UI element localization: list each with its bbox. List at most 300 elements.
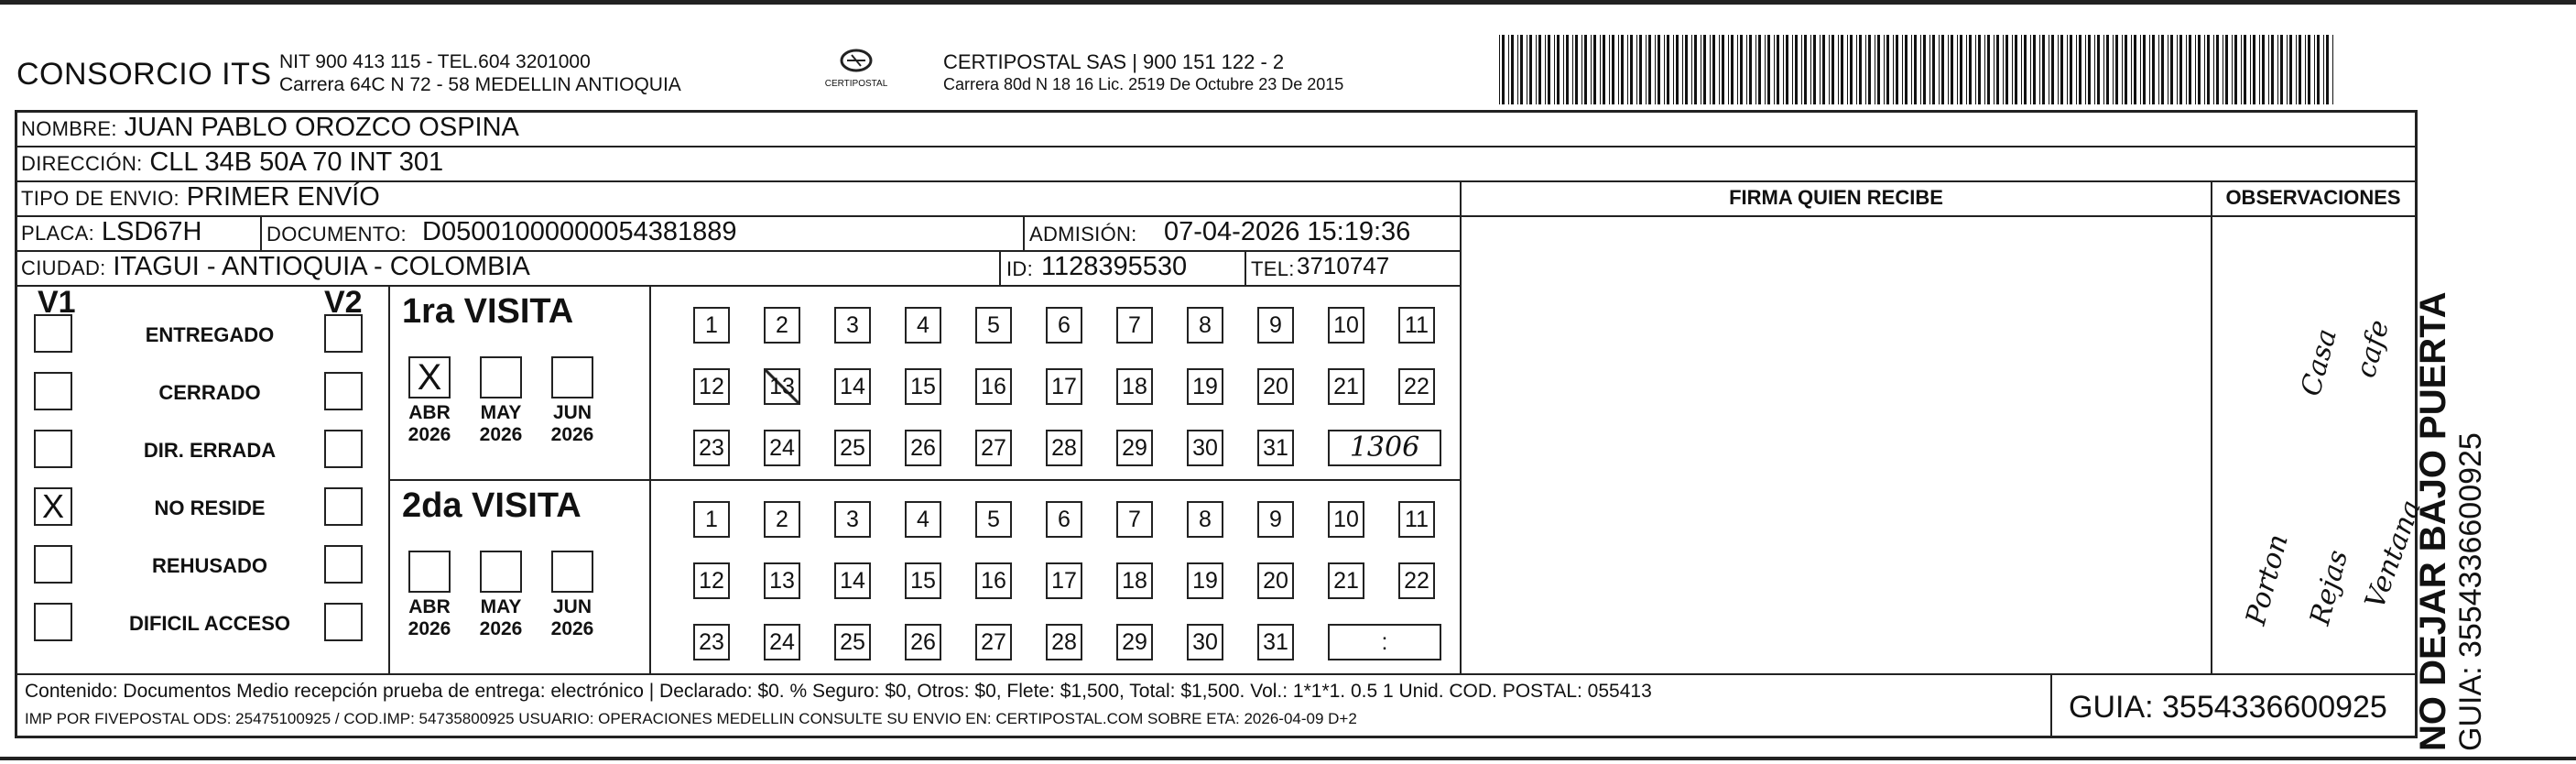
barcode-bar xyxy=(2005,35,2008,104)
barcode-bar xyxy=(2314,35,2315,104)
barcode-bar xyxy=(1850,35,1853,104)
barcode-bar xyxy=(2225,35,2228,104)
barcode-bar xyxy=(1737,35,1738,104)
ciudad-value: ITAGUI - ANTIOQUIA - COLOMBIA xyxy=(113,252,530,281)
barcode-bar xyxy=(1804,35,1807,104)
barcode-bar xyxy=(1969,35,1972,104)
day-box[interactable]: 11 xyxy=(1398,501,1435,538)
day-box[interactable]: 10 xyxy=(1328,307,1364,344)
side-guia: GUIA: 3554336600925 xyxy=(2453,432,2488,751)
day-box[interactable]: 18 xyxy=(1116,368,1153,405)
id-value: 1128395530 xyxy=(1041,252,1188,281)
barcode-bar xyxy=(2058,35,2059,104)
barcode-bar xyxy=(1984,35,1985,104)
barcode-bar xyxy=(2033,35,2036,104)
barcode-bar xyxy=(1682,35,1683,104)
row-nombre xyxy=(17,113,2415,147)
row-tipo-envio xyxy=(17,182,1460,217)
day-box[interactable]: 21 xyxy=(1328,562,1364,599)
barcode-bar xyxy=(1740,35,1743,104)
barcode-bar xyxy=(1499,35,1500,104)
barcode-bar xyxy=(1905,35,1908,104)
company-nit: NIT 900 413 115 - TEL.604 3201000 xyxy=(279,51,591,72)
barcode-bar xyxy=(1996,35,1999,104)
day-box[interactable]: 13 xyxy=(764,562,800,599)
barcode-bar xyxy=(2085,35,2086,104)
firma-header: FIRMA QUIEN RECIBE xyxy=(1729,186,1943,209)
day-box[interactable]: 19 xyxy=(1187,562,1223,599)
row-ciudad xyxy=(17,252,1460,287)
barcode-bar xyxy=(2280,35,2283,104)
barcode-bar xyxy=(2262,35,2265,104)
tel-label: TEL: xyxy=(1251,257,1295,280)
day-box[interactable]: 26 xyxy=(905,430,941,466)
courier-details xyxy=(943,50,1343,96)
month-checkbox[interactable] xyxy=(408,551,451,593)
day-box[interactable]: 12 xyxy=(693,562,730,599)
barcode-bar xyxy=(1884,35,1885,104)
day-box[interactable]: 16 xyxy=(975,368,1012,405)
barcode-bar xyxy=(1529,35,1532,104)
barcode-bar xyxy=(2161,35,2164,104)
month-name: MAY xyxy=(480,402,522,423)
barcode-bar xyxy=(2158,35,2159,104)
barcode-bar xyxy=(2152,35,2155,104)
barcode-bar xyxy=(2021,35,2022,104)
day-box[interactable]: 9 xyxy=(1257,307,1294,344)
barcode-bar xyxy=(2042,35,2045,104)
barcode-bar xyxy=(2115,35,2118,104)
barcode-bar xyxy=(1673,35,1674,104)
day-box[interactable]: 20 xyxy=(1257,368,1294,405)
day-box[interactable]: 23 xyxy=(693,624,730,660)
day-box[interactable]: 9 xyxy=(1257,501,1294,538)
barcode-bar xyxy=(2039,35,2040,104)
visit-title: 2da VISITA xyxy=(402,486,582,525)
month-checkbox[interactable] xyxy=(480,551,522,593)
barcode-bar xyxy=(2323,35,2324,104)
barcode-bar xyxy=(2244,35,2246,104)
barcode-bar xyxy=(2177,35,2178,104)
barcode-bar xyxy=(1627,35,1628,104)
handwritten-note: Porton xyxy=(2240,530,2295,629)
barcode-bar xyxy=(1829,35,1830,104)
barcode-bar xyxy=(1694,35,1697,104)
day-box[interactable]: 3 xyxy=(834,307,871,344)
month-year: 2026 xyxy=(479,424,523,445)
month-checkbox[interactable] xyxy=(480,356,522,398)
barcode-bar xyxy=(1712,35,1715,104)
barcode-bar xyxy=(1868,35,1871,104)
day-box[interactable]: 7 xyxy=(1116,501,1153,538)
barcode-bar xyxy=(1939,35,1940,104)
handwritten-note: Rejas xyxy=(2304,546,2355,629)
divider xyxy=(1245,252,1246,285)
logo-caption: CERTIPOSTAL xyxy=(824,79,888,89)
barcode-bar xyxy=(2204,35,2205,104)
barcode-bar xyxy=(2125,35,2127,104)
barcode-bar xyxy=(1676,35,1679,104)
ciudad-label: CIUDAD: xyxy=(21,256,106,279)
month-checkbox[interactable] xyxy=(408,356,451,398)
documento-value: D05001000000054381889 xyxy=(422,217,737,246)
day-box[interactable]: 7 xyxy=(1116,307,1153,344)
day-box[interactable]: 20 xyxy=(1257,562,1294,599)
day-box[interactable]: 24 xyxy=(764,624,800,660)
admision-value: 07-04-2026 15:19:36 xyxy=(1164,217,1411,246)
tel-value: 3710747 xyxy=(1297,252,1390,279)
admision-label: ADMISIÓN: xyxy=(1029,223,1137,246)
month-checkbox[interactable] xyxy=(551,551,593,593)
barcode-bar xyxy=(1502,35,1505,104)
row-direccion xyxy=(17,147,2415,182)
barcode-bar xyxy=(2253,35,2255,104)
barcode-bar xyxy=(1667,35,1669,104)
month-year: 2026 xyxy=(408,618,451,639)
barcode-bar xyxy=(1987,35,1990,104)
day-box[interactable]: 29 xyxy=(1116,430,1153,466)
day-box[interactable]: 22 xyxy=(1398,562,1435,599)
v2-checkbox[interactable] xyxy=(324,430,363,468)
tipo-value: PRIMER ENVÍO xyxy=(186,182,380,212)
bottom-edge-line xyxy=(0,757,2576,760)
barcode-bar xyxy=(1951,35,1953,104)
barcode xyxy=(1497,35,2340,104)
day-box[interactable]: 21 xyxy=(1328,368,1364,405)
barcode-bar xyxy=(1646,35,1647,104)
barcode-bar xyxy=(1957,35,1958,104)
barcode-bar xyxy=(1774,35,1775,104)
barcode-bar xyxy=(1655,35,1656,104)
day-box[interactable]: 6 xyxy=(1046,501,1082,538)
day-box[interactable]: 31 xyxy=(1257,430,1294,466)
barcode-bar xyxy=(1517,35,1518,104)
v1-checkbox[interactable] xyxy=(34,372,72,410)
day-box[interactable]: 28 xyxy=(1046,624,1082,660)
day-box[interactable]: 17 xyxy=(1046,368,1082,405)
barcode-bar xyxy=(1703,35,1706,104)
barcode-bar xyxy=(2094,35,2095,104)
day-box[interactable]: 11 xyxy=(1398,307,1435,344)
barcode-bar xyxy=(2198,35,2201,104)
barcode-bar xyxy=(1847,35,1848,104)
barcode-bar xyxy=(1691,35,1692,104)
barcode-bar xyxy=(1948,35,1949,104)
side-warning: NO DEJAR BAJO PUERTA xyxy=(2413,291,2453,751)
day-box[interactable]: 13 xyxy=(764,368,800,405)
barcode-bar xyxy=(2296,35,2297,104)
barcode-bar xyxy=(2277,35,2278,104)
barcode-bar xyxy=(2003,35,2004,104)
time-box[interactable]: : xyxy=(1328,624,1441,660)
v2-checkbox[interactable] xyxy=(324,314,363,353)
v1-checkbox[interactable] xyxy=(34,545,72,584)
month-checkbox[interactable] xyxy=(551,356,593,398)
footer-guia: GUIA: 3554336600925 xyxy=(2069,690,2387,725)
day-box[interactable]: 1 xyxy=(693,307,730,344)
barcode-bar xyxy=(2067,35,2068,104)
barcode-bar xyxy=(1630,35,1633,104)
day-box[interactable]: 5 xyxy=(975,307,1012,344)
month-name: JUN xyxy=(552,402,592,423)
barcode-bar xyxy=(1609,35,1610,104)
courier-license: Carrera 80d N 18 16 Lic. 2519 De Octubre 23 De 2015 xyxy=(943,75,1344,93)
barcode-bar xyxy=(1746,35,1747,104)
barcode-bar xyxy=(2103,35,2104,104)
barcode-bar xyxy=(2189,35,2191,104)
v2-checkbox[interactable] xyxy=(324,487,363,526)
barcode-bar xyxy=(2299,35,2301,104)
status-label: DIFICIL ACCESO xyxy=(128,612,290,635)
v1-checkbox[interactable] xyxy=(34,603,72,641)
day-box[interactable]: 8 xyxy=(1187,307,1223,344)
barcode-bar xyxy=(2179,35,2182,104)
barcode-bar xyxy=(2216,35,2219,104)
v2-checkbox[interactable] xyxy=(324,603,363,641)
day-box[interactable]: 19 xyxy=(1187,368,1223,405)
barcode-bar xyxy=(2122,35,2123,104)
month-label xyxy=(397,402,462,446)
day-box[interactable]: 5 xyxy=(975,501,1012,538)
barcode-bar xyxy=(2106,35,2109,104)
barcode-bar xyxy=(1593,35,1596,104)
day-box[interactable]: 28 xyxy=(1046,430,1082,466)
observaciones-header: OBSERVACIONES xyxy=(2225,186,2401,209)
company-name: CONSORCIO ITS xyxy=(16,57,272,92)
day-box[interactable]: 22 xyxy=(1398,368,1435,405)
barcode-bar xyxy=(2213,35,2214,104)
barcode-bar xyxy=(2113,35,2114,104)
courier-nit: CERTIPOSTAL SAS | 900 151 122 - 2 xyxy=(943,50,1285,73)
barcode-bar xyxy=(1749,35,1752,104)
barcode-bar xyxy=(2308,35,2310,104)
month-label xyxy=(397,596,462,640)
row-placa xyxy=(17,217,1460,252)
barcode-bar xyxy=(1719,35,1720,104)
footer-guia-divider xyxy=(2050,673,2052,736)
month-name: ABR xyxy=(408,596,451,617)
day-box[interactable]: 1 xyxy=(693,501,730,538)
barcode-bar xyxy=(1822,35,1825,104)
direccion-value: CLL 34B 50A 70 INT 301 xyxy=(149,147,444,177)
barcode-bar xyxy=(2088,35,2091,104)
barcode-bar xyxy=(1728,35,1729,104)
barcode-bar xyxy=(1920,35,1921,104)
barcode-bar xyxy=(2060,35,2063,104)
barcode-bar xyxy=(1572,35,1573,104)
barcode-bar xyxy=(1554,35,1555,104)
barcode-bar xyxy=(1777,35,1779,104)
barcode-bar xyxy=(2289,35,2292,104)
day-box[interactable]: 17 xyxy=(1046,562,1082,599)
day-box[interactable]: 14 xyxy=(834,368,871,405)
barcode-bar xyxy=(1581,35,1582,104)
status-label: CERRADO xyxy=(158,381,261,404)
barcode-bar xyxy=(1896,35,1898,104)
barcode-bar xyxy=(1508,35,1509,104)
barcode-bar xyxy=(2250,35,2251,104)
nombre-value: JUAN PABLO OROZCO OSPINA xyxy=(124,113,519,142)
visit-divider xyxy=(388,479,1460,481)
barcode-bar xyxy=(1902,35,1903,104)
barcode-bar xyxy=(1603,35,1605,104)
barcode-bar xyxy=(1795,35,1798,104)
day-box[interactable]: 4 xyxy=(905,501,941,538)
day-box[interactable]: 29 xyxy=(1116,624,1153,660)
barcode-bar xyxy=(1591,35,1592,104)
day-box[interactable]: 15 xyxy=(905,368,941,405)
barcode-bar xyxy=(1893,35,1894,104)
barcode-bar xyxy=(2207,35,2210,104)
guide-form xyxy=(15,110,2429,738)
v1-checkbox[interactable] xyxy=(34,314,72,353)
day-box[interactable]: 24 xyxy=(764,430,800,466)
v1-checkbox[interactable] xyxy=(34,430,72,468)
barcode-bar xyxy=(1566,35,1569,104)
barcode-bar xyxy=(1966,35,1967,104)
barcode-bar xyxy=(1511,35,1514,104)
day-box[interactable]: 3 xyxy=(834,501,871,538)
day-box[interactable]: 10 xyxy=(1328,501,1364,538)
barcode-bar xyxy=(1856,35,1857,104)
barcode-bar xyxy=(1841,35,1843,104)
barcode-bar xyxy=(1831,35,1834,104)
barcode-bar xyxy=(1877,35,1880,104)
day-box[interactable]: 30 xyxy=(1187,430,1223,466)
barcode-bar xyxy=(1929,35,1930,104)
barcode-bar xyxy=(1612,35,1614,104)
v2-checkbox[interactable] xyxy=(324,372,363,410)
divider xyxy=(999,252,1001,285)
barcode-bar xyxy=(1755,35,1756,104)
barcode-bar xyxy=(2186,35,2187,104)
v1-checkbox[interactable] xyxy=(34,487,72,526)
barcode-bar xyxy=(1960,35,1962,104)
barcode-bar xyxy=(2140,35,2141,104)
barcode-bar xyxy=(2170,35,2173,104)
observations-area[interactable] xyxy=(2212,217,2429,671)
barcode-bar xyxy=(1685,35,1688,104)
footer-divider xyxy=(17,673,2415,675)
day-box[interactable]: 14 xyxy=(834,562,871,599)
barcode-bar xyxy=(2234,35,2237,104)
barcode-bar xyxy=(2143,35,2146,104)
day-box[interactable]: 16 xyxy=(975,562,1012,599)
id-label: ID: xyxy=(1006,257,1034,280)
barcode-bar xyxy=(1520,35,1523,104)
barcode-bar xyxy=(2097,35,2100,104)
barcode-bar xyxy=(1563,35,1564,104)
barcode-bar xyxy=(2305,35,2306,104)
signature-area[interactable] xyxy=(1462,217,2211,671)
barcode-bar xyxy=(1648,35,1651,104)
barcode-bar xyxy=(1801,35,1802,104)
handwritten-note: cafe xyxy=(2350,316,2397,382)
barcode-bar xyxy=(1765,35,1766,104)
barcode-graphic xyxy=(1497,35,2340,104)
barcode-bar xyxy=(1545,35,1546,104)
barcode-bar xyxy=(1820,35,1821,104)
barcode-bar xyxy=(1783,35,1784,104)
day-box[interactable]: 2 xyxy=(764,307,800,344)
month-year: 2026 xyxy=(550,424,594,445)
status-label: NO RESIDE xyxy=(154,497,266,519)
check-mark: X xyxy=(417,357,442,398)
barcode-bar xyxy=(1786,35,1788,104)
barcode-bar xyxy=(2076,35,2077,104)
barcode-bar xyxy=(1618,35,1619,104)
tipo-label: TIPO DE ENVIO: xyxy=(21,187,179,210)
handwritten-note: Casa xyxy=(2295,325,2343,400)
barcode-bar xyxy=(1658,35,1660,104)
barcode-bar xyxy=(1914,35,1917,104)
barcode-bar xyxy=(1722,35,1724,104)
barcode-bar xyxy=(1932,35,1935,104)
day-box[interactable]: 23 xyxy=(693,430,730,466)
side-labels xyxy=(2413,147,2488,751)
barcode-bar xyxy=(2287,35,2288,104)
days-divider xyxy=(1460,285,1462,673)
day-box[interactable]: 27 xyxy=(975,430,1012,466)
day-box[interactable]: 12 xyxy=(693,368,730,405)
day-box[interactable]: 27 xyxy=(975,624,1012,660)
barcode-bar xyxy=(1941,35,1944,104)
footer-contenido: Contenido: Documentos Medio recepción prueba de entrega: electrónico | Declarado: $0. % Seguro: $0, Otros: $0, Flete: $1,500, Total: $1,500. Vol.: 1*1*1. 0.5 1 Unid. COD. POSTAL: 055413 xyxy=(25,681,1652,702)
barcode-bar xyxy=(2012,35,2013,104)
barcode-bar xyxy=(2131,35,2132,104)
barcode-bar xyxy=(1621,35,1624,104)
day-box[interactable]: 30 xyxy=(1187,624,1223,660)
day-box[interactable]: 31 xyxy=(1257,624,1294,660)
day-box[interactable]: 25 xyxy=(834,624,871,660)
barcode-bar xyxy=(2030,35,2031,104)
barcode-bar xyxy=(2259,35,2260,104)
month-label xyxy=(469,402,533,446)
day-box[interactable]: 2 xyxy=(764,501,800,538)
day-box[interactable]: 26 xyxy=(905,624,941,660)
barcode-bar xyxy=(1911,35,1912,104)
footer-imp: IMP POR FIVEPOSTAL ODS: 25475100925 / COD.IMP: 54735800925 USUARIO: OPERACIONES MEDELLIN CONSULTE SU ENVIO EN: CERTIPOSTAL.COM SOBRE ETA: 2026-04-09 D+2 xyxy=(25,710,1357,727)
status-label: ENTREGADO xyxy=(145,323,275,346)
day-box[interactable]: 18 xyxy=(1116,562,1153,599)
v2-checkbox[interactable] xyxy=(324,545,363,584)
company-address: Carrera 64C N 72 - 58 MEDELLIN ANTIOQUIA xyxy=(279,74,681,95)
barcode-bar xyxy=(1548,35,1550,104)
day-box[interactable]: 4 xyxy=(905,307,941,344)
day-box[interactable]: 6 xyxy=(1046,307,1082,344)
barcode-bar xyxy=(1600,35,1601,104)
status-label: REHUSADO xyxy=(152,554,267,577)
placa-value: LSD67H xyxy=(101,217,202,246)
handwritten-note: Ventana xyxy=(2359,496,2429,613)
barcode-bar xyxy=(1975,35,1976,104)
barcode-bar xyxy=(1923,35,1926,104)
barcode-bar xyxy=(2051,35,2054,104)
month-year: 2026 xyxy=(408,424,451,445)
divider xyxy=(1023,217,1025,250)
day-box[interactable]: 8 xyxy=(1187,501,1223,538)
day-box[interactable]: 15 xyxy=(905,562,941,599)
barcode-bar xyxy=(1639,35,1642,104)
barcode-bar xyxy=(2232,35,2233,104)
barcode-bar xyxy=(1859,35,1862,104)
day-box[interactable]: 25 xyxy=(834,430,871,466)
month-label xyxy=(540,402,604,446)
status-label: DIR. ERRADA xyxy=(143,439,277,462)
month-label xyxy=(540,596,604,640)
barcode-bar xyxy=(2024,35,2027,104)
time-box[interactable]: 1306 xyxy=(1328,430,1441,466)
